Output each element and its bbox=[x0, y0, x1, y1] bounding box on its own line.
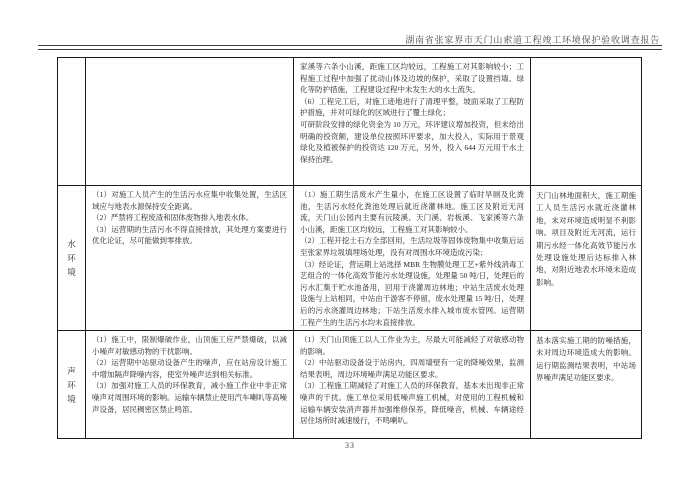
page-number: 33 bbox=[345, 441, 355, 450]
label-char: 境 bbox=[67, 267, 76, 277]
label-char: 境 bbox=[67, 393, 76, 404]
label-char: 环 bbox=[67, 253, 76, 263]
noise-environment-conclusion-cell bbox=[531, 331, 641, 438]
water-environment-implementation-cell bbox=[294, 186, 531, 331]
paragraph: （3）工程施工期减轻了对施工人员的环保教育，基本未出现非正常噪声的干扰。施工单位采用低噪声施工机械，对使用的工程机械和运输车辆安装消声器并加强维修保养，降低噪音，机械、车辆途经居住场所时减速缓行，不鸣喇叭。 bbox=[300, 381, 524, 426]
paragraph: （3）运营期的生活污水不得直接排放，其处理方案要进行优化论证，尽可能做到零排放。 bbox=[92, 224, 287, 246]
paragraph: （6）工程完工后，对施工迹地进行了清理平整，坡面采取了工程防护措施，并对可绿化的区域进行了覆土绿化； bbox=[300, 96, 524, 118]
label-char: 声 bbox=[67, 365, 76, 376]
row1-conclusion-cell bbox=[531, 58, 641, 186]
label-char: 水 bbox=[67, 239, 76, 249]
water-environment-measures-cell bbox=[86, 186, 294, 331]
water-environment-label bbox=[67, 237, 76, 279]
report-title: 湖南省张家界市天门山索道工程竣工环境保护验收调查报告 bbox=[405, 35, 660, 45]
label-char: 环 bbox=[67, 379, 76, 390]
paragraph: （1）对施工人员产生的生活污水应集中收集处置，生活区域应与地表水源保持安全距离。 bbox=[92, 190, 287, 211]
paragraph: 天门山林地面积大，施工期施工人员生活污水就近浇灌林地，未对环境造成明显不利影响。项目及附近无河流，运行期污水经一体化高效节能污水处理设施处理后达标排入林地，对附近地表水环境未造成影响。 bbox=[536, 191, 636, 287]
paragraph: （2）中站驱动设备设于站房内，四周墙壁有一定的降噪效果，监测结果表明，周边环境噪声满足功能区要求。 bbox=[300, 358, 524, 379]
paragraph: （1）施工期生活废水产生量小，在施工区设置了临时旱厕及化粪池，生活污水经化粪池处理后就近浇灌林地。施工区及附近无河流，天门山公园内主要有沅陵溪、天门溪、岩板溪、飞家溪等六条小山溪，距施工区均较远，工程施工对其影响较小。 bbox=[300, 190, 524, 234]
paragraph: （2）运营期中站驱动设备产生的噪声，应在站房设计施工中增加隔声降噪内容，使室外噪声达到相关标准。 bbox=[92, 358, 287, 379]
noise-environment-measures-cell bbox=[86, 331, 294, 438]
row1-measures-cell bbox=[86, 58, 294, 186]
header-double-rule bbox=[38, 45, 662, 50]
noise-environment-label-cell bbox=[58, 331, 86, 438]
paragraph: （3）经论证，营运期上站选择 MBR 生物膜处理工艺+紫外线消毒工艺组合的一体化高效节能污水处理设施，处理量 50 吨/日，处理后的污水汇集于贮水池备用，回用于浇灌周边林地；中站生活废水处理设施与上站相同，中站由于游客不停留，废水处理量 15 吨/日，处理后的污水浇灌周边林地；下站生活废水排入城市废水管网。运营期工程产生的生活污水均未直接排放。 bbox=[300, 259, 524, 327]
paragraph: 可研阶段安排的绿化资金为 10 万元，环评建议增加投资，但未给出明确的投资额，建设单位按照环评要求，加大投入，实际用于景观绿化及植被保护的投资达 120 万元，另外，投入 644 万元用于水土保持治理。 bbox=[300, 119, 524, 164]
noise-environment-label bbox=[67, 364, 76, 406]
noise-environment-implementation-cell bbox=[294, 331, 531, 438]
paragraph: （1）天门山顶施工以人工作业为主，尽最大可能减轻了对敏感动物的影响。 bbox=[300, 335, 524, 356]
paragraph: （3）加强对施工人员的环保教育，减小施工作业中非正常噪声对周围环境的影响。运输车辆禁止使用汽车喇叭等高噪声设备，居民稠密区禁止鸣笛。 bbox=[92, 381, 287, 414]
row1-label-cell bbox=[58, 58, 86, 186]
row1-implementation-cell bbox=[294, 58, 531, 186]
paragraph: 基本落实施工期的防噪措施，未对周边环境造成大的影响。运行期监测结果表明，中站场界噪声满足功能区要求。 bbox=[536, 336, 636, 383]
acceptance-measures-table bbox=[57, 57, 642, 439]
paragraph: （1）施工中，限制爆破作业，山顶施工应严禁爆破，以减小噪声对敏感动物的干扰影响。 bbox=[92, 335, 287, 356]
water-environment-label-cell bbox=[58, 186, 86, 331]
paragraph: （2）严禁将工程废渣和固体废物排入地表水体。 bbox=[92, 213, 254, 223]
water-environment-conclusion-cell bbox=[531, 186, 641, 331]
paragraph: （2）工程开挖土石方全部回用，生活垃圾等固体废物集中收集后运至张家界垃圾填埋场处理，没有对周围水环境造成污染； bbox=[300, 236, 524, 257]
paragraph: 家溪等六条小山溪，距施工区均较远，工程施工对其影响较小；工程施工过程中加强了扰动山体及边坡的保护，采取了设置挡墙、绿化等防护措施，工程建设过程中未发生大的水土流失。 bbox=[300, 62, 524, 95]
